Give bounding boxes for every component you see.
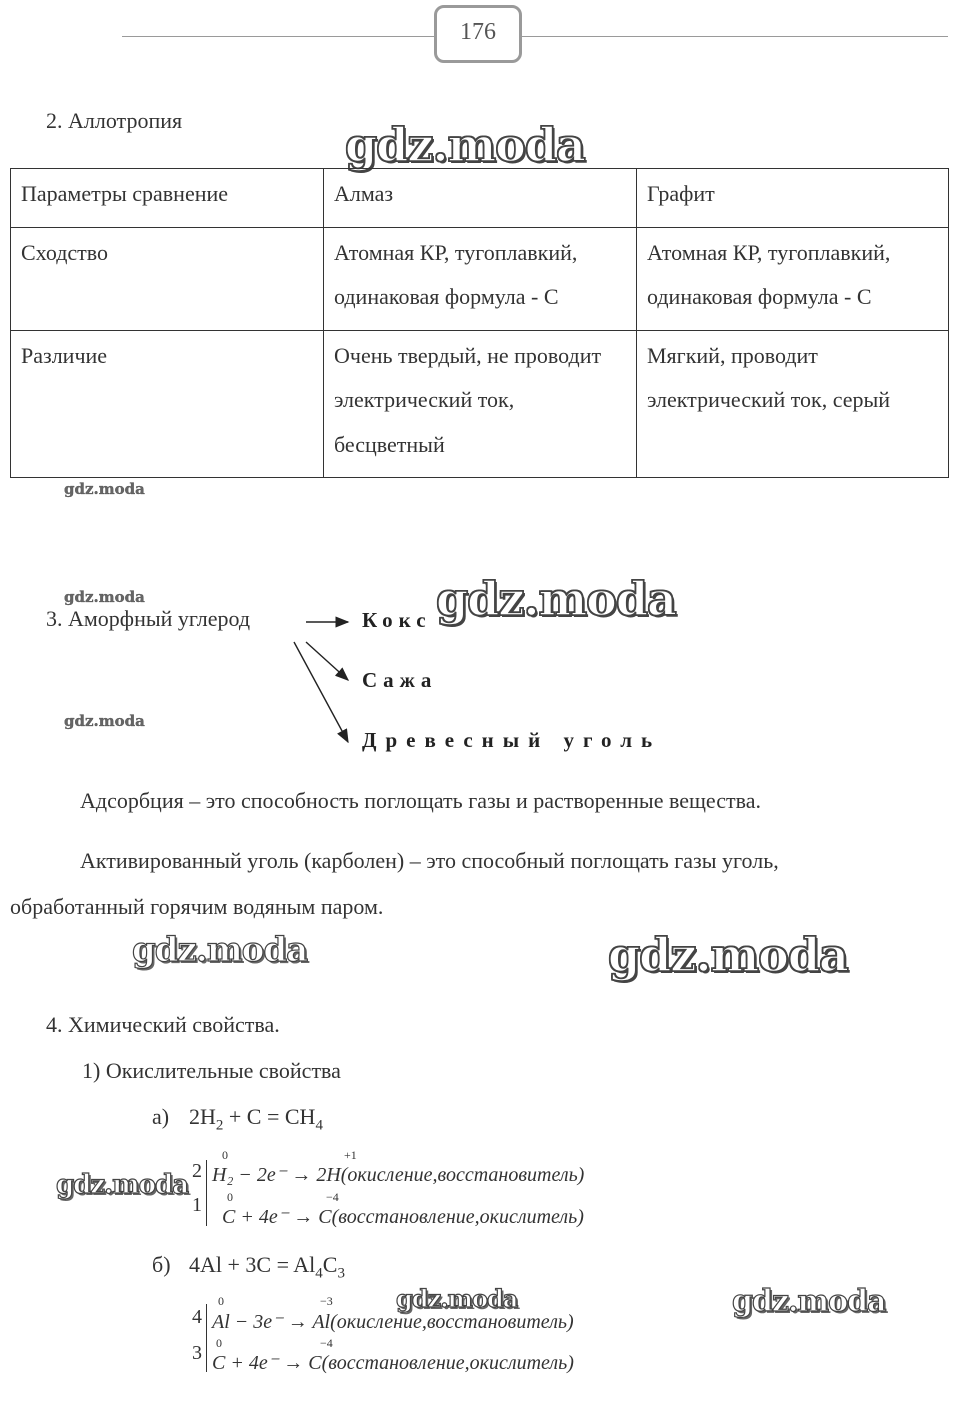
branch-arrows bbox=[290, 610, 370, 760]
balance-a-line1: H₂ − 2e⁻ → 2H(окисление,восстановитель) bbox=[212, 1164, 585, 1186]
reaction-b-equation: $4Al + 3C = Al_4C_3$ bbox=[189, 1252, 345, 1282]
branch-soot: Сажа bbox=[362, 668, 438, 692]
balance-b-ox1-left: 0 bbox=[218, 1294, 224, 1308]
reaction-b-label: б) bbox=[152, 1252, 171, 1277]
watermark: gdz.moda bbox=[436, 572, 676, 626]
balance-a-ox1-right: +1 bbox=[344, 1148, 357, 1162]
table-row bbox=[11, 330, 949, 478]
balance-b-coef1: 4 bbox=[192, 1306, 202, 1328]
table-row bbox=[11, 169, 949, 228]
section4-subtitle: 1) Окислительные свойства bbox=[82, 1058, 341, 1083]
activated-carbon-line2: обработанный горячим водяным паром. bbox=[10, 894, 384, 919]
watermark: gdz.moda bbox=[396, 1284, 518, 1313]
balance-a-bar bbox=[206, 1160, 207, 1226]
branch-charcoal: Древесный уголь bbox=[362, 728, 662, 752]
header-rule-right bbox=[522, 36, 948, 37]
watermark: gdz.moda bbox=[732, 1284, 886, 1319]
arrow-charcoal bbox=[294, 642, 348, 742]
watermark: gdz.moda bbox=[56, 1170, 189, 1200]
balance-a-ox2-left: 0 bbox=[227, 1190, 233, 1204]
table-cell: Сходство bbox=[11, 227, 324, 330]
watermark: gdz.moda bbox=[132, 930, 308, 970]
reaction-a-equation: $2H_2 + C = CH_4$ bbox=[189, 1104, 323, 1134]
watermark: gdz.moda bbox=[608, 928, 848, 982]
page-number: 176 bbox=[434, 5, 522, 63]
table-row bbox=[11, 227, 949, 330]
section3-title: 3. Аморфный углерод bbox=[46, 606, 251, 631]
table-cell: Мягкий, проводит электрический ток, серый bbox=[637, 330, 949, 478]
allotropy-table bbox=[10, 168, 949, 478]
watermark: gdz.moda bbox=[64, 712, 145, 730]
watermark: gdz.moda bbox=[64, 480, 145, 498]
balance-b-coef2: 3 bbox=[192, 1342, 202, 1364]
balance-b-bar bbox=[206, 1304, 207, 1372]
balance-b-line2: C + 4e⁻ → C(восстановление,окислитель) bbox=[212, 1352, 574, 1374]
balance-b-ox1-right: −3 bbox=[320, 1294, 333, 1308]
table-cell: Атомная КР, тугоплавкий, одинаковая формула - С bbox=[637, 227, 949, 330]
balance-a-ox1-left: 0 bbox=[222, 1148, 228, 1162]
section2-title: 2. Аллотропия bbox=[46, 108, 183, 133]
table-header: Параметры сравнение bbox=[11, 169, 324, 228]
balance-b-ox2-right: −4 bbox=[320, 1336, 333, 1350]
balance-a-line2: C + 4e⁻ → C(восстановление,окислитель) bbox=[222, 1206, 584, 1228]
table-cell: Очень твердый, не проводит электрический ток, бесцветный bbox=[324, 330, 637, 478]
header-rule-left bbox=[122, 36, 434, 37]
table-header: Алмаз bbox=[324, 169, 637, 228]
activated-carbon-line1: Активированный уголь (карболен) – это способный поглощать газы уголь, bbox=[80, 848, 779, 873]
watermark: gdz.moda bbox=[345, 118, 585, 172]
balance-a-coef1: 2 bbox=[192, 1160, 202, 1182]
balance-a-coef2: 1 bbox=[192, 1194, 202, 1216]
table-cell: Атомная КР, тугоплавкий, одинаковая формула - С bbox=[324, 227, 637, 330]
table-cell: Различие bbox=[11, 330, 324, 478]
arrow-soot bbox=[306, 642, 348, 680]
section4-title: 4. Химический свойства. bbox=[46, 1012, 280, 1037]
watermark: gdz.moda bbox=[64, 588, 145, 606]
balance-b-ox2-left: 0 bbox=[216, 1336, 222, 1350]
reaction-a-label: а) bbox=[152, 1104, 170, 1129]
table-header: Графит bbox=[637, 169, 949, 228]
balance-b-line1: Al − 3e⁻ → Al(окисление,восстановитель) bbox=[212, 1311, 574, 1333]
balance-a-ox2-right: −4 bbox=[326, 1190, 339, 1204]
adsorption-definition: Адсорбция – это способность поглощать газы и растворенные вещества. bbox=[80, 788, 761, 813]
branch-coke: Кокс bbox=[362, 608, 432, 632]
